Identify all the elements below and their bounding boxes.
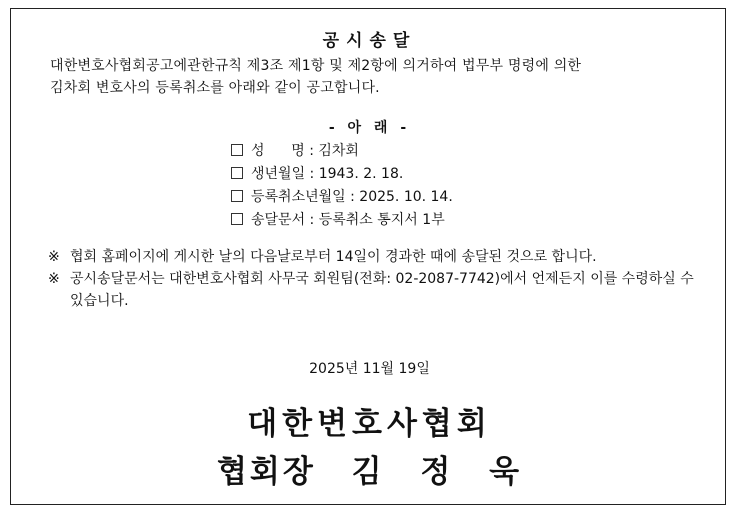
note-item [48, 246, 698, 268]
reference-mark-icon: ※ [48, 249, 60, 265]
note-text: 협회 홈페이지에 게시한 날의 다음날로부터 14일이 경과한 때에 송달된 것으로 합니다. [70, 249, 597, 265]
detail-item-cancel-date [231, 186, 453, 209]
detail-item-birthdate [231, 163, 453, 186]
detail-item-document [231, 209, 453, 232]
checkbox-icon [231, 213, 243, 225]
detail-text: 생년월일 : 1943. 2. 18. [251, 166, 404, 182]
note-item [48, 268, 698, 312]
detail-item-name [231, 140, 453, 163]
intro-line-2: 김차회 변호사의 등록취소를 아래와 같이 공고합니다. [50, 80, 380, 96]
checkbox-icon [231, 144, 243, 156]
notice-date: 2025년 11월 19일 [309, 361, 430, 377]
intro-line-1: 대한변호사협회공고에관한규칙 제3조 제1항 및 제2항에 의거하여 법무부 명령에 의한 [50, 58, 582, 74]
notice-title: 공시송달 [322, 31, 417, 51]
checkbox-icon [231, 190, 243, 202]
notice-subheading: - 아 래 - [328, 120, 411, 136]
detail-text: 성 명 : 김차회 [251, 143, 359, 159]
detail-text: 등록취소년월일 : 2025. 10. 14. [251, 189, 453, 205]
notes-list [48, 246, 698, 312]
signatory-name: 협회장 김 정 욱 [216, 454, 523, 490]
reference-mark-icon: ※ [48, 271, 60, 287]
note-text: 공시송달문서는 대한변호사협회 사무국 회원팀(전화: 02-2087-7742)에서 언제든지 이를 수령하실 수 있습니다. [70, 271, 694, 309]
organization-name: 대한변호사협회 [247, 406, 492, 442]
checkbox-icon [231, 167, 243, 179]
detail-text: 송달문서 : 등록취소 통지서 1부 [251, 212, 445, 228]
notice-intro [50, 55, 700, 99]
detail-list [231, 140, 453, 232]
